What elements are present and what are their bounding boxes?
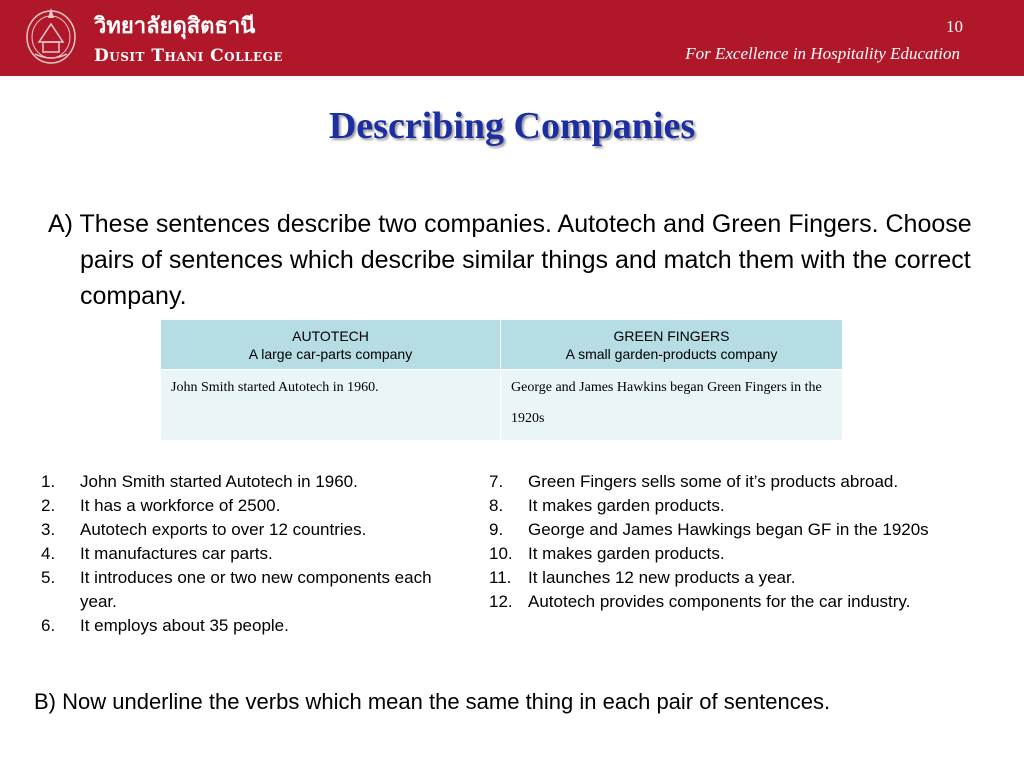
instruction-b: B) Now underline the verbs which mean the same thing in each pair of sentences.: [34, 689, 831, 714]
item-number: 7.: [489, 472, 504, 491]
table-cell: George and James Hawkins began Green Fingers in the 1920s: [501, 370, 843, 441]
list-item: [489, 566, 1019, 590]
item-text: It launches 12 new products a year.: [528, 568, 796, 587]
item-text: It manufactures car parts.: [80, 544, 273, 563]
column-header-green-fingers: [501, 320, 843, 370]
item-number: 2.: [41, 496, 56, 515]
list-item: [41, 614, 471, 638]
item-text: John Smith started Autotech in 1960.: [80, 472, 358, 491]
table-header-row: [161, 320, 843, 370]
column-description: A small garden-products company: [565, 346, 778, 362]
item-text: It makes garden products.: [528, 496, 725, 515]
item-number: 9.: [489, 520, 504, 539]
list-item: [489, 494, 1019, 518]
item-number: 8.: [489, 496, 504, 515]
list-item: [41, 494, 471, 518]
item-text: It employs about 35 people.: [80, 616, 289, 635]
list-item: [489, 542, 1019, 566]
column-header-autotech: [161, 320, 501, 370]
list-item: [489, 590, 1019, 614]
item-text: Autotech exports to over 12 countries.: [80, 520, 367, 539]
column-name: AUTOTECH: [292, 328, 369, 344]
table-row: [161, 370, 843, 441]
item-number: 4.: [41, 544, 56, 563]
list-item: [41, 470, 471, 494]
list-item: [41, 518, 471, 542]
college-name: Dusit Thani College: [94, 46, 284, 66]
college-crest-icon: [23, 4, 79, 66]
item-number: 11.: [489, 568, 512, 587]
list-item: [41, 566, 471, 614]
tagline: For Excellence in Hospitality Education: [685, 44, 960, 63]
slide-number: 10: [946, 17, 963, 36]
list-item: [41, 542, 471, 566]
example-table: [160, 319, 843, 441]
item-number: 1.: [41, 472, 56, 491]
table-cell: John Smith started Autotech in 1960.: [161, 370, 501, 441]
item-text: It has a workforce of 2500.: [80, 496, 281, 515]
item-number: 10.: [489, 544, 513, 563]
item-number: 6.: [41, 616, 56, 635]
item-number: 5.: [41, 568, 56, 587]
list-item: [489, 518, 1019, 542]
column-description: A large car-parts company: [248, 346, 413, 362]
slide-title: Describing Companies: [328, 105, 696, 147]
thai-college-name: วิทยาลัยดุสิตธานี: [94, 14, 256, 39]
sentence-list-left: [41, 470, 471, 638]
item-text: It makes garden products.: [528, 544, 725, 563]
item-text: Green Fingers sells some of it’s products abroad.: [528, 472, 899, 491]
instruction-a: A) These sentences describe two companies. Autotech and Green Fingers. Choose pairs of sentences which describe similar things and match them with the correct company.: [48, 210, 972, 310]
sentence-list-right: [489, 470, 1019, 614]
column-name: GREEN FINGERS: [613, 328, 730, 344]
header-band: [0, 0, 1024, 76]
item-text: It introduces one or two new components each year.: [80, 568, 432, 611]
item-number: 12.: [489, 592, 513, 611]
item-text: Autotech provides components for the car industry.: [528, 592, 911, 611]
list-item: [489, 470, 1019, 494]
item-text: George and James Hawkings began GF in the 1920s: [528, 520, 929, 539]
item-number: 3.: [41, 520, 56, 539]
